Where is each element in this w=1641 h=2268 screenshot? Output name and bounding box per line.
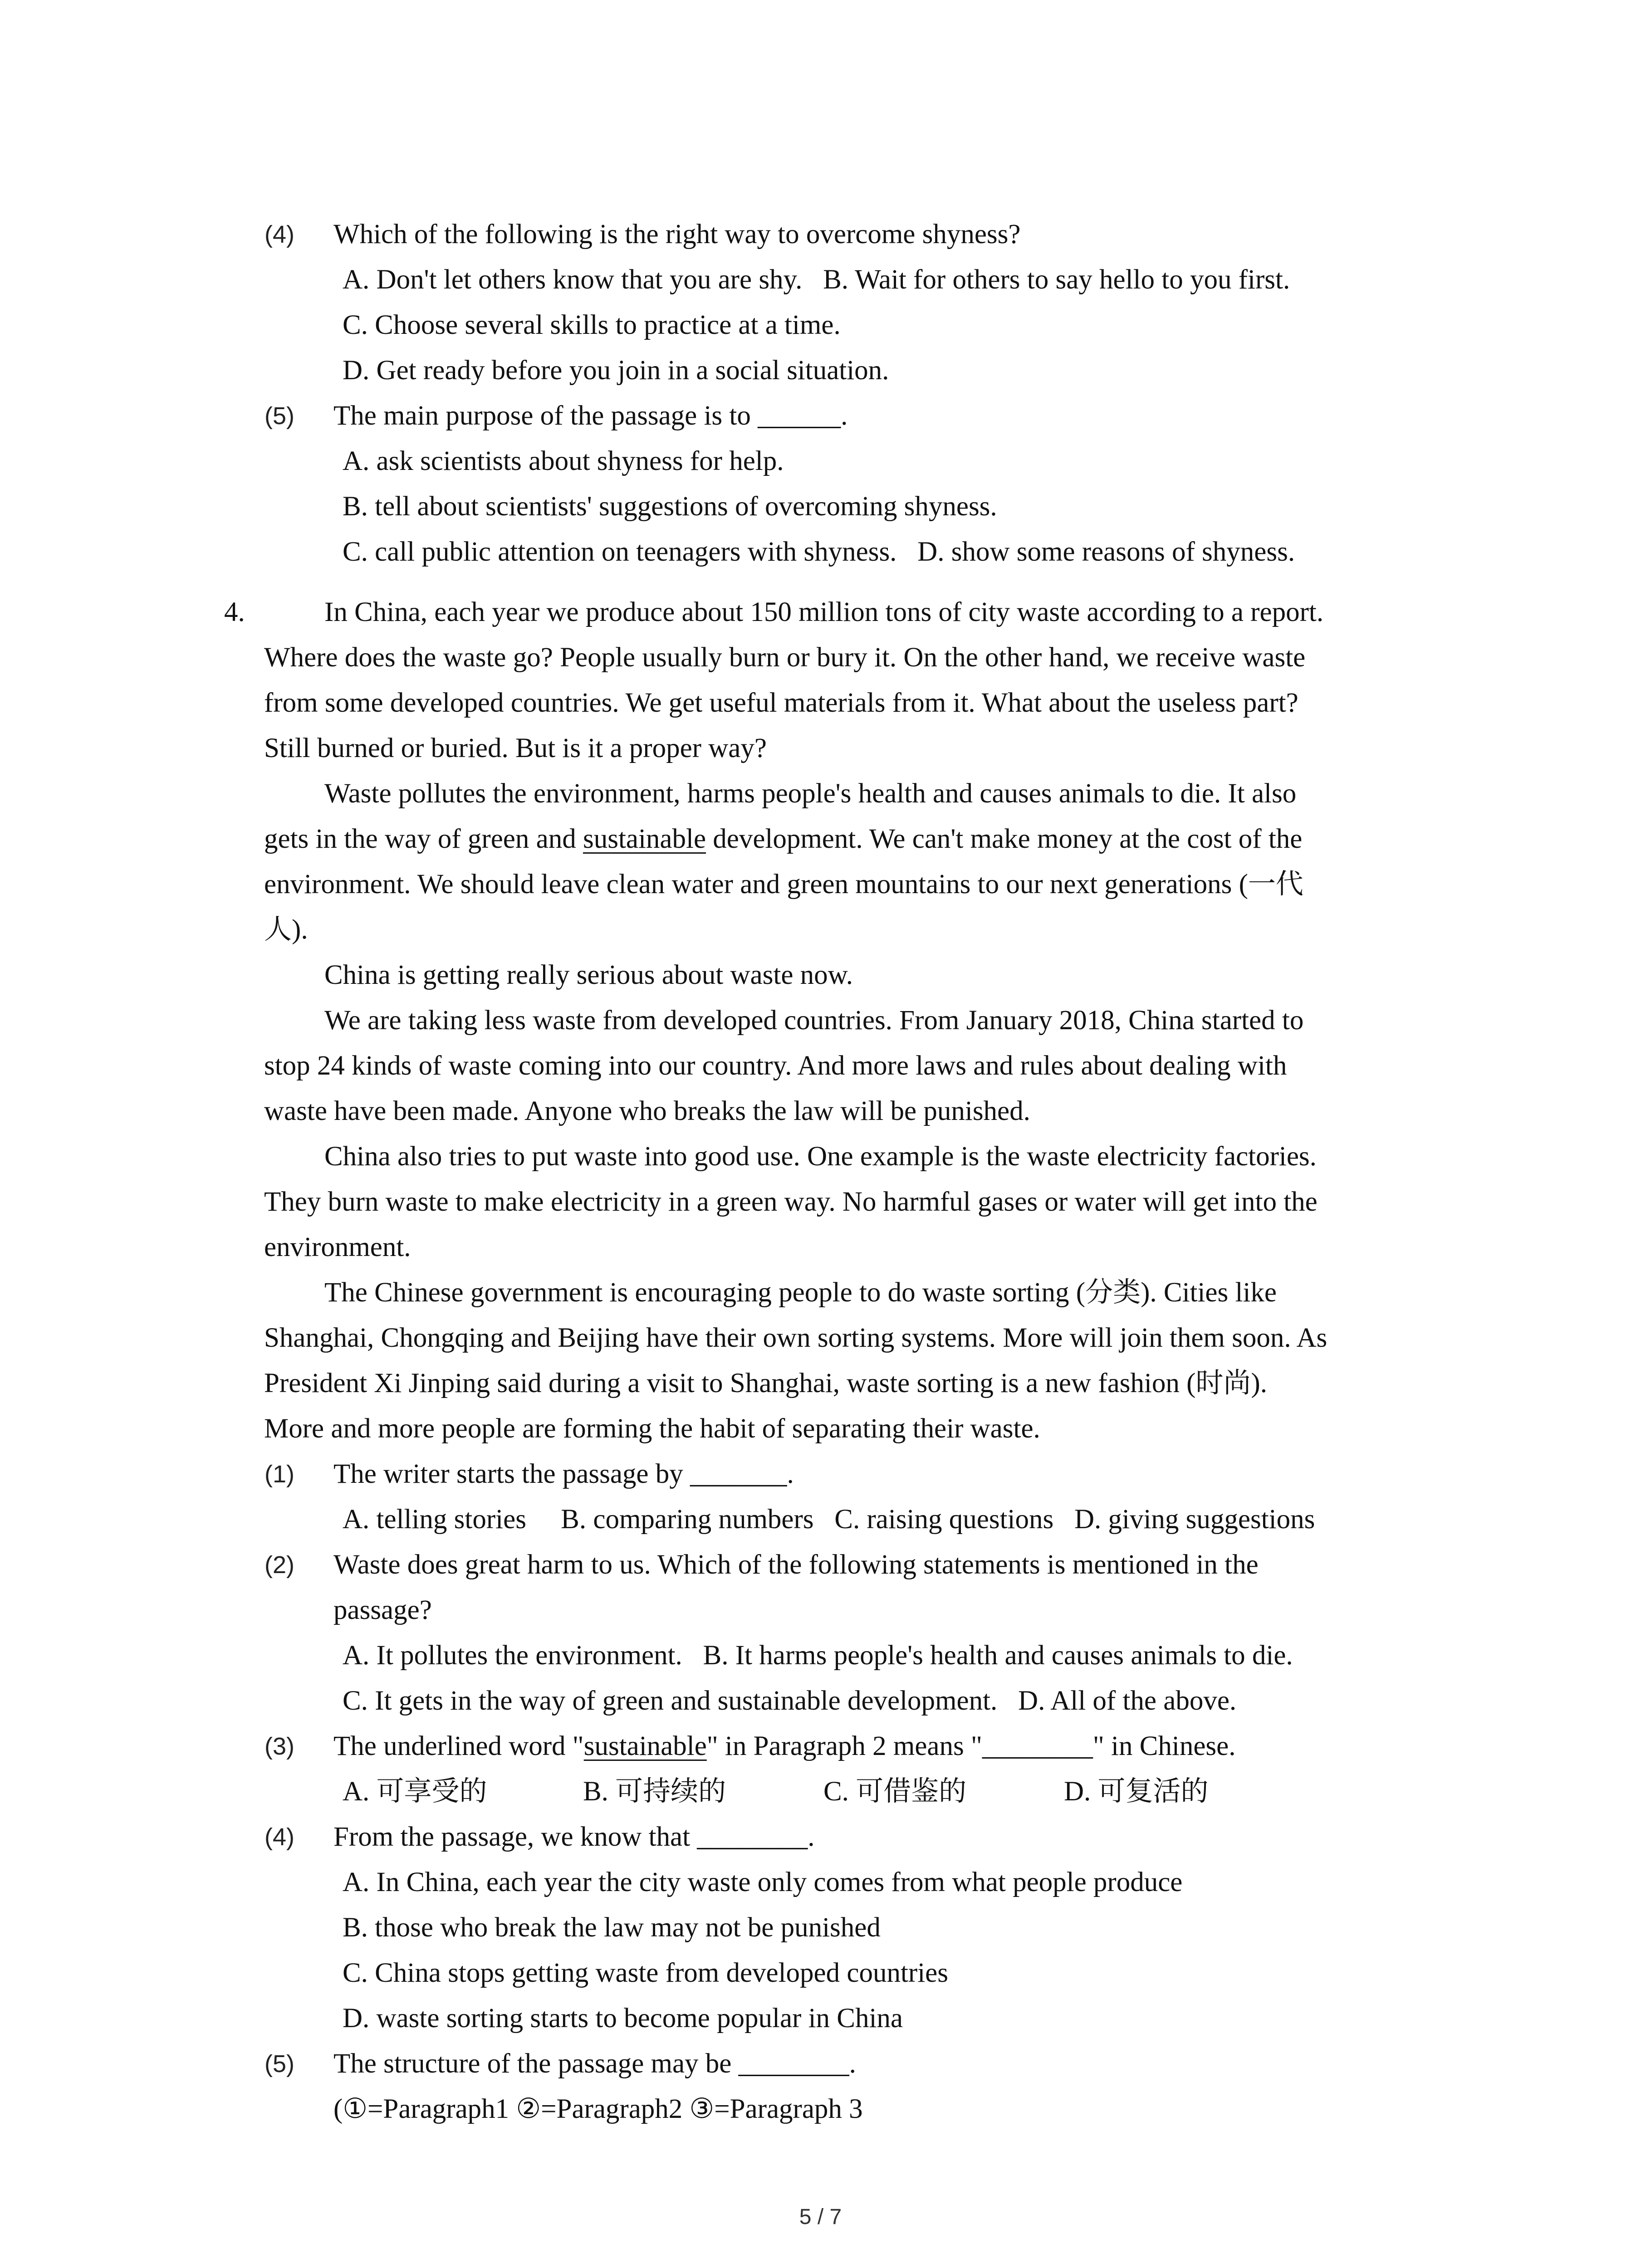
passage-line: Shanghai, Chongqing and Beijing have their own sorting systems. More will join them soon. As — [264, 1323, 1327, 1353]
option-line: C. It gets in the way of green and sustainable development. D. All of the above. — [343, 1686, 1237, 1716]
question-number: (5) — [265, 402, 294, 430]
underlined-word: sustainable — [583, 824, 706, 854]
question-stem — [333, 1724, 1236, 1769]
passage-line: President Xi Jinping said during a visit to Shanghai, waste sorting is a new fashion (时尚). — [264, 1368, 1267, 1398]
option-b: B. 可持续的 — [583, 1776, 726, 1807]
question-number: (1) — [265, 1461, 294, 1488]
question-number: (2) — [265, 1551, 294, 1579]
underlined-word: sustainable — [583, 1731, 707, 1761]
question-stem: Waste does great harm to us. Which of the following statements is mentioned in the — [333, 1549, 1259, 1580]
option-line: A. It pollutes the environment. B. It harms people's health and causes animals to die. — [343, 1640, 1293, 1671]
question-stem: The writer starts the passage by _______. — [333, 1459, 794, 1489]
paragraph-legend: (①=Paragraph1 ②=Paragraph2 ③=Paragraph 3 — [333, 2094, 863, 2124]
option-line: D. waste sorting starts to become popular in China — [343, 2003, 903, 2033]
option-line: C. call public attention on teenagers with shyness. D. show some reasons of shyness. — [343, 537, 1295, 567]
passage-line: China is getting really serious about waste now. — [324, 960, 853, 990]
question-number: (3) — [265, 1733, 294, 1760]
passage-line — [264, 816, 1302, 862]
option-line: D. Get ready before you join in a social situation. — [343, 355, 889, 386]
passage-line: stop 24 kinds of waste coming into our country. And more laws and rules about dealing with — [264, 1051, 1287, 1081]
passage-text: gets in the way of green and — [264, 824, 583, 854]
question-number: (4) — [265, 1823, 294, 1851]
question-stem: The main purpose of the passage is to ______. — [333, 401, 848, 431]
passage-line: China also tries to put waste into good use. One example is the waste electricity factories. — [324, 1141, 1317, 1172]
option-a: A. 可享受的 — [343, 1776, 487, 1807]
passage-line: Still burned or buried. But is it a proper way? — [264, 733, 767, 763]
passage-number: 4. — [224, 597, 245, 627]
option-line: C. China stops getting waste from developed countries — [343, 1958, 948, 1988]
option-line: B. those who break the law may not be punished — [343, 1912, 881, 1943]
passage-line: In China, each year we produce about 150 million tons of city waste according to a report. — [324, 597, 1324, 627]
question-number: (4) — [265, 221, 294, 248]
passage-line: Where does the waste go? People usually burn or bury it. On the other hand, we receive waste — [264, 642, 1306, 673]
option-line: A. Don't let others know that you are shy. B. Wait for others to say hello to you first. — [343, 264, 1290, 295]
passage-line: We are taking less waste from developed countries. From January 2018, China started to — [324, 1005, 1304, 1036]
question-stem: passage? — [333, 1595, 432, 1625]
question-number: (5) — [265, 2050, 294, 2077]
question-text: The underlined word " — [333, 1731, 584, 1761]
option-line: A. In China, each year the city waste only comes from what people produce — [343, 1867, 1183, 1897]
question-stem: From the passage, we know that ________. — [333, 1822, 815, 1852]
passage-text: development. We can't make money at the cost of the — [706, 824, 1303, 854]
question-stem: The structure of the passage may be ________. — [333, 2048, 856, 2079]
option-c: C. 可借鉴的 — [823, 1776, 967, 1807]
passage-line: They burn waste to make electricity in a green way. No harmful gases or water will get into the — [264, 1187, 1318, 1217]
passage-line: waste have been made. Anyone who breaks the law will be punished. — [264, 1096, 1030, 1126]
passage-line: environment. — [264, 1232, 411, 1262]
passage-line: Waste pollutes the environment, harms people's health and causes animals to die. It also — [324, 778, 1297, 809]
option-line: C. Choose several skills to practice at a time. — [343, 310, 841, 340]
question-text: " in Paragraph 2 means "________" in Chinese. — [706, 1731, 1236, 1761]
passage-line: 人). — [264, 914, 308, 945]
passage-line: The Chinese government is encouraging people to do waste sorting (分类). Cities like — [324, 1277, 1277, 1308]
passage-line: More and more people are forming the habit of separating their waste. — [264, 1413, 1040, 1444]
option-line: A. telling stories B. comparing numbers C. raising questions D. giving suggestions — [343, 1504, 1315, 1535]
page-number: 5 / 7 — [799, 2205, 842, 2229]
option-line: A. ask scientists about shyness for help. — [343, 446, 784, 476]
passage-line: environment. We should leave clean water and green mountains to our next generations (一代 — [264, 869, 1303, 899]
passage-line: from some developed countries. We get useful materials from it. What about the useless part? — [264, 688, 1298, 718]
question-stem: Which of the following is the right way to overcome shyness? — [333, 219, 1021, 249]
option-line: B. tell about scientists' suggestions of overcoming shyness. — [343, 491, 997, 522]
option-d: D. 可复活的 — [1064, 1776, 1209, 1807]
